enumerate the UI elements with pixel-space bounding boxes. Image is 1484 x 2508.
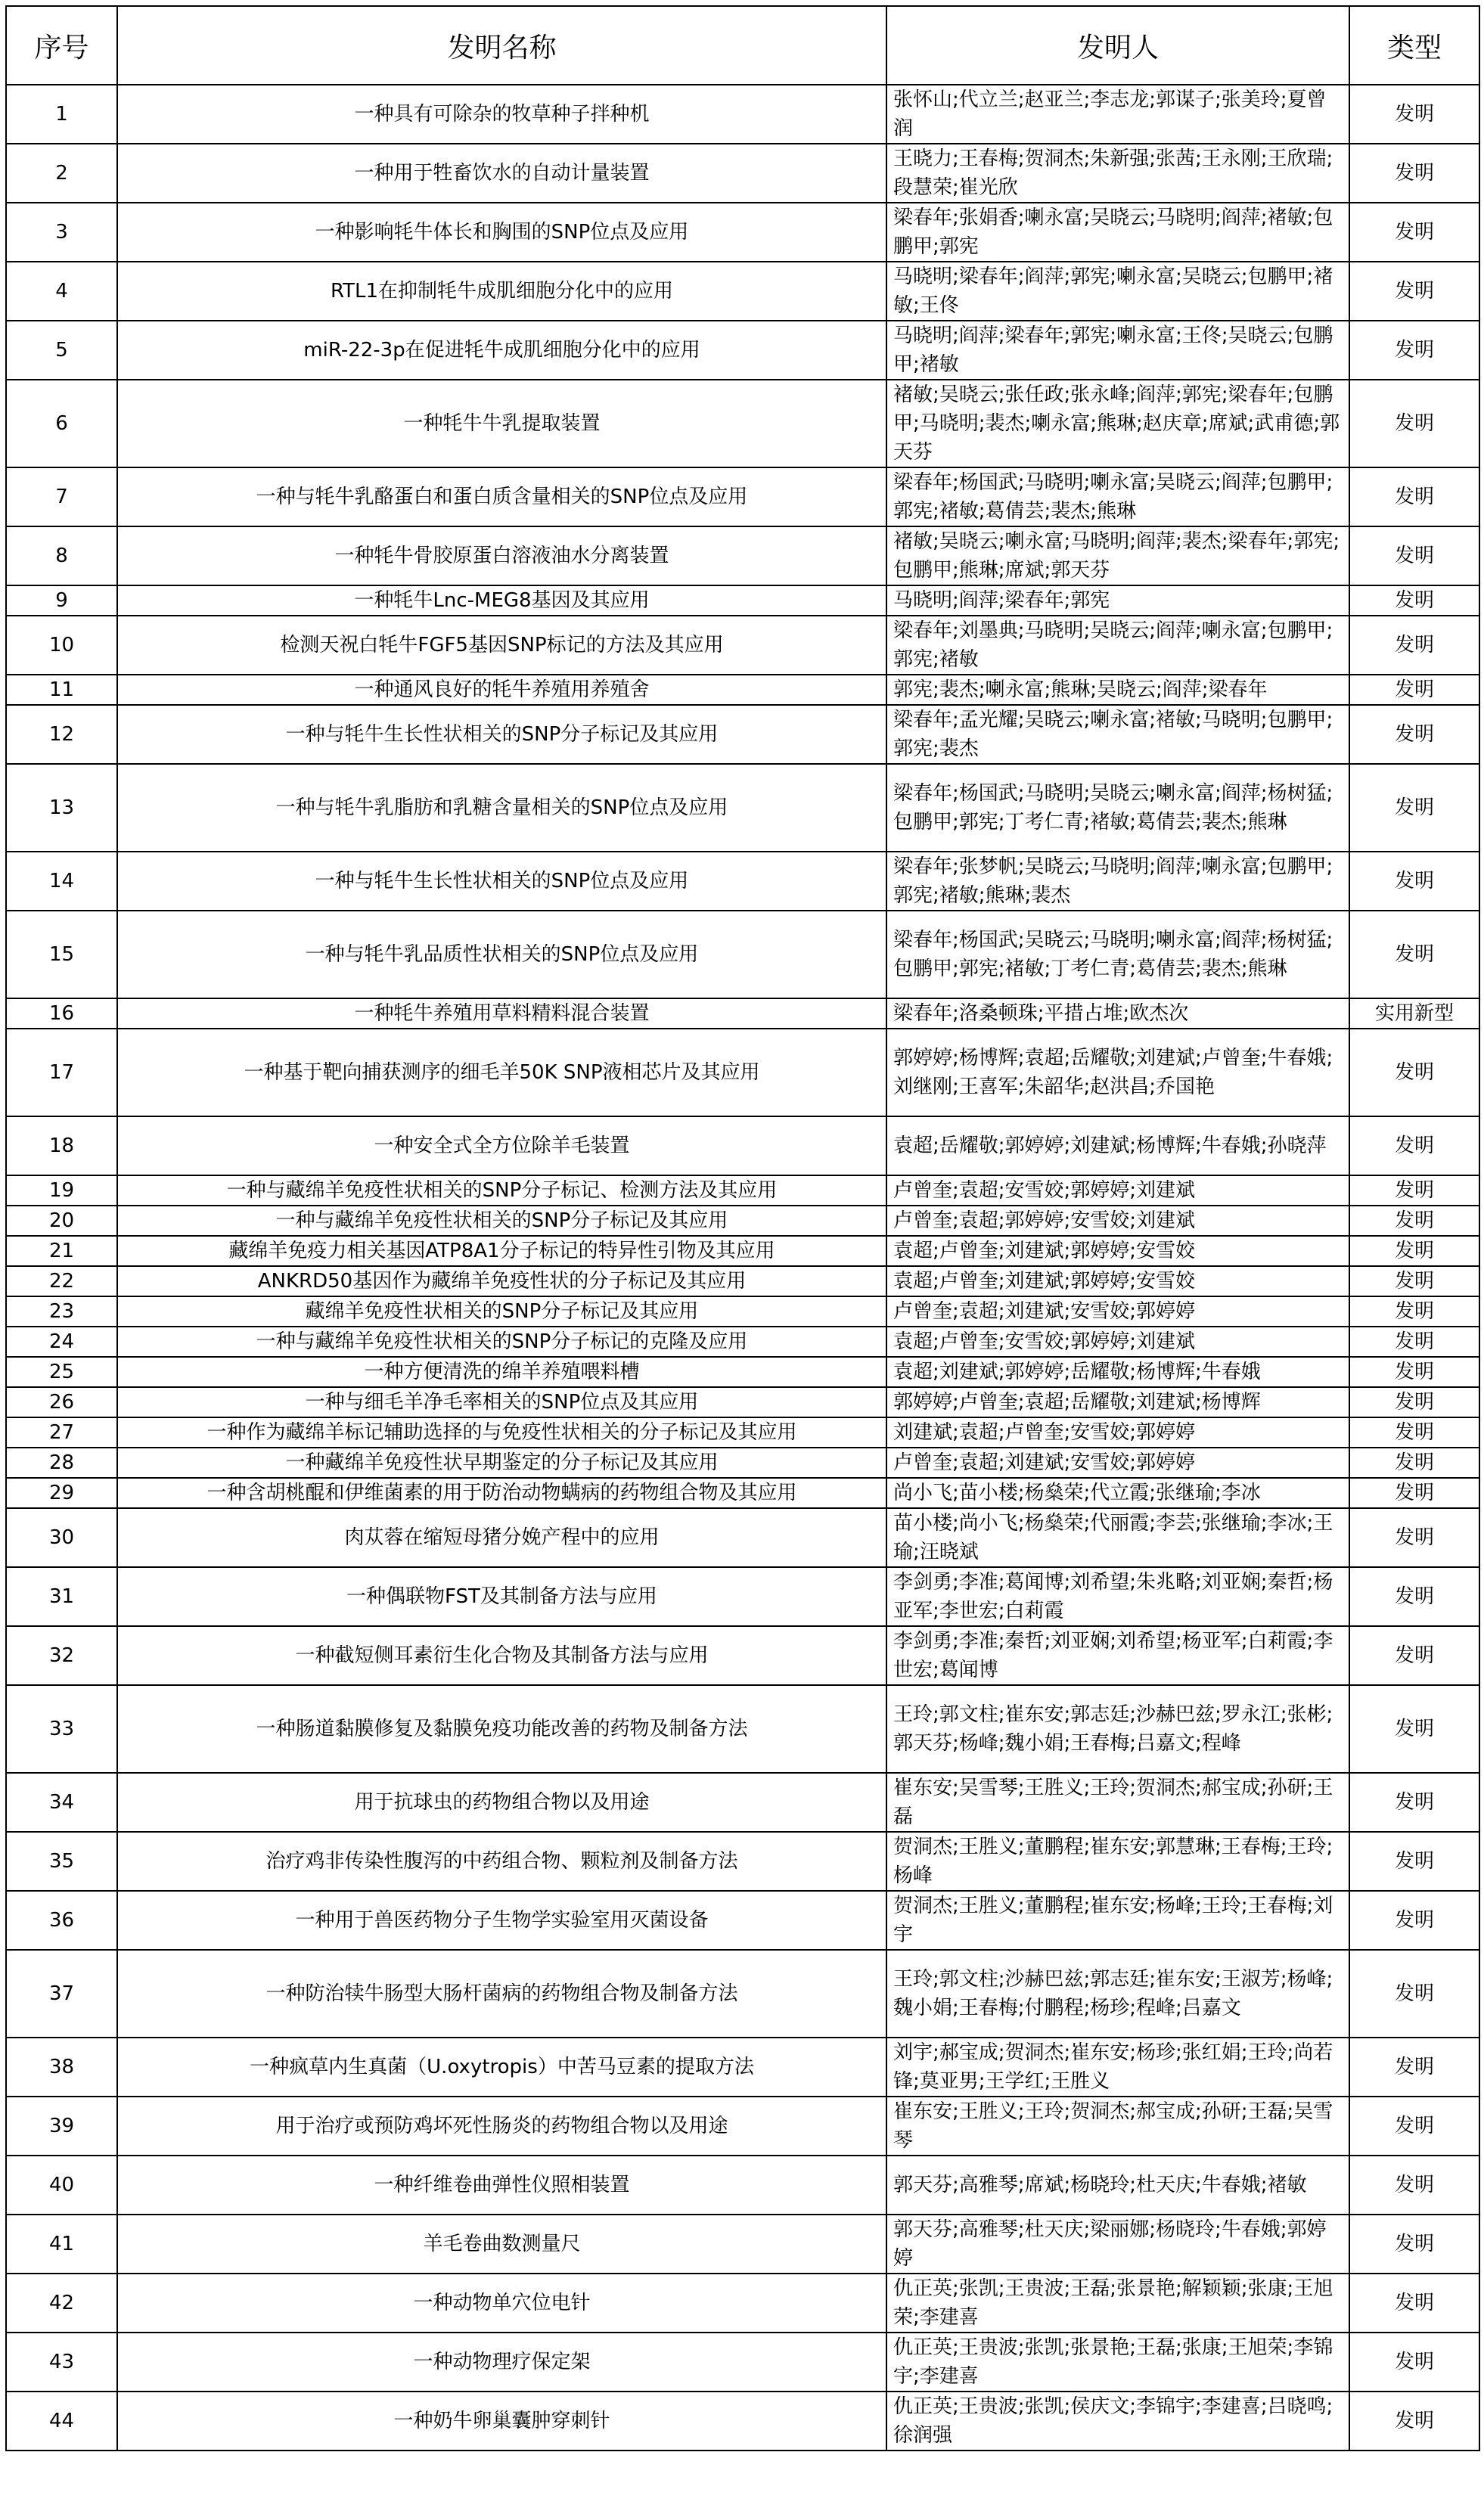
table-row <box>6 2392 1479 2451</box>
patent-type: 发明 <box>1349 1116 1479 1175</box>
patent-type: 发明 <box>1349 2215 1479 2274</box>
patent-type: 发明 <box>1349 1478 1479 1508</box>
patent-type: 发明 <box>1349 467 1479 526</box>
row-number: 27 <box>6 1417 117 1448</box>
inventors: 李剑勇;李准;葛闻博;刘希望;朱兆略;刘亚娴;秦哲;杨亚军;李世宏;白莉霞 <box>886 1567 1349 1626</box>
table-row <box>6 1685 1479 1773</box>
invention-name: miR-22-3p在促进牦牛成肌细胞分化中的应用 <box>117 321 886 380</box>
patent-type: 发明 <box>1349 2097 1479 2156</box>
row-number: 9 <box>6 585 117 616</box>
row-number: 3 <box>6 203 117 262</box>
inventors: 郭婷婷;卢曾奎;袁超;岳耀敬;刘建斌;杨博辉 <box>886 1387 1349 1417</box>
table-row <box>6 203 1479 262</box>
row-number: 18 <box>6 1116 117 1175</box>
patent-type: 发明 <box>1349 1773 1479 1832</box>
invention-name: 一种基于靶向捕获测序的细毛羊50K SNP液相芯片及其应用 <box>117 1029 886 1116</box>
invention-name: 藏绵羊免疫性状相关的SNP分子标记及其应用 <box>117 1296 886 1327</box>
invention-name: 一种藏绵羊免疫性状早期鉴定的分子标记及其应用 <box>117 1448 886 1478</box>
invention-name: 一种作为藏绵羊标记辅助选择的与免疫性状相关的分子标记及其应用 <box>117 1417 886 1448</box>
inventors: 梁春年;张梦帆;吴晓云;马晓明;阎萍;喇永富;包鹏甲;郭宪;褚敏;熊琳;裴杰 <box>886 852 1349 911</box>
table-row <box>6 321 1479 380</box>
inventors: 马晓明;梁春年;阎萍;郭宪;喇永富;吴晓云;包鹏甲;褚敏;王佟 <box>886 262 1349 321</box>
patent-type: 发明 <box>1349 616 1479 675</box>
inventors: 仇正英;王贵波;张凯;侯庆文;李锦宇;李建喜;吕晓鸣;徐润强 <box>886 2392 1349 2451</box>
table-row <box>6 2274 1479 2333</box>
table-row <box>6 526 1479 585</box>
row-number: 1 <box>6 85 117 144</box>
table-row <box>6 1773 1479 1832</box>
patent-type: 发明 <box>1349 1626 1479 1685</box>
table-row <box>6 1448 1479 1478</box>
inventors: 苗小楼;尚小飞;杨燊荣;代丽霞;李芸;张继瑜;李冰;王瑜;汪晓斌 <box>886 1508 1349 1567</box>
row-number: 37 <box>6 1950 117 2038</box>
patent-type: 发明 <box>1349 705 1479 764</box>
inventors: 王玲;郭文柱;沙赫巴兹;郭志廷;崔东安;王淑芳;杨峰;魏小娟;王春梅;付鹏程;杨珍;程峰;吕嘉文 <box>886 1950 1349 2038</box>
patent-type: 发明 <box>1349 1891 1479 1950</box>
table-row <box>6 2038 1479 2097</box>
row-number: 29 <box>6 1478 117 1508</box>
inventors: 王玲;郭文柱;崔东安;郭志廷;沙赫巴兹;罗永江;张彬;郭天芬;杨峰;魏小娟;王春梅;吕嘉文;程峰 <box>886 1685 1349 1773</box>
invention-name: 一种牦牛牛乳提取装置 <box>117 380 886 467</box>
invention-name: 一种肠道黏膜修复及黏膜免疫功能改善的药物及制备方法 <box>117 1685 886 1773</box>
invention-name: 一种与牦牛乳酪蛋白和蛋白质含量相关的SNP位点及应用 <box>117 467 886 526</box>
patent-type: 发明 <box>1349 2333 1479 2392</box>
row-number: 22 <box>6 1266 117 1296</box>
inventors: 卢曾奎;袁超;刘建斌;安雪姣;郭婷婷 <box>886 1448 1349 1478</box>
inventors: 李剑勇;李准;秦哲;刘亚娴;刘希望;杨亚军;白莉霞;李世宏;葛闻博 <box>886 1626 1349 1685</box>
row-number: 14 <box>6 852 117 911</box>
table-row <box>6 1832 1479 1891</box>
row-number: 34 <box>6 1773 117 1832</box>
inventors: 卢曾奎;袁超;刘建斌;安雪姣;郭婷婷 <box>886 1296 1349 1327</box>
patent-type: 发明 <box>1349 380 1479 467</box>
inventors: 贺洞杰;王胜义;董鹏程;崔东安;郭慧琳;王春梅;王玲;杨峰 <box>886 1832 1349 1891</box>
patent-type: 发明 <box>1349 764 1479 852</box>
invention-name: 一种用于牲畜饮水的自动计量装置 <box>117 144 886 203</box>
inventors: 梁春年;杨国武;吴晓云;马晓明;喇永富;阎萍;杨树猛;包鹏甲;郭宪;褚敏;丁考仁青;葛倩芸;裴杰;熊琳 <box>886 911 1349 998</box>
table-row <box>6 2156 1479 2215</box>
inventors: 郭天芬;高雅琴;席斌;杨晓玲;杜天庆;牛春娥;褚敏 <box>886 2156 1349 2215</box>
table-row <box>6 1567 1479 1626</box>
patent-type: 发明 <box>1349 2038 1479 2097</box>
invention-name: 一种奶牛卵巢囊肿穿刺针 <box>117 2392 886 2451</box>
patent-table-page <box>5 5 1479 2503</box>
patent-type: 发明 <box>1349 321 1479 380</box>
row-number: 6 <box>6 380 117 467</box>
row-number: 28 <box>6 1448 117 1478</box>
inventors: 卢曾奎;袁超;郭婷婷;安雪姣;刘建斌 <box>886 1206 1349 1236</box>
table-row <box>6 1236 1479 1266</box>
inventors: 梁春年;孟光耀;吴晓云;喇永富;褚敏;马晓明;包鹏甲;郭宪;裴杰 <box>886 705 1349 764</box>
patent-type: 发明 <box>1349 2392 1479 2451</box>
inventors: 郭宪;裴杰;喇永富;熊琳;吴晓云;阎萍;梁春年 <box>886 675 1349 705</box>
table-row <box>6 852 1479 911</box>
table-row <box>6 1175 1479 1206</box>
table-row <box>6 911 1479 998</box>
table-row <box>6 144 1479 203</box>
invention-name: 检测天祝白牦牛FGF5基因SNP标记的方法及其应用 <box>117 616 886 675</box>
table-row <box>6 705 1479 764</box>
row-number: 12 <box>6 705 117 764</box>
patent-type: 发明 <box>1349 1236 1479 1266</box>
patent-type: 发明 <box>1349 203 1479 262</box>
table-row <box>6 616 1479 675</box>
inventors: 崔东安;吴雪琴;王胜义;王玲;贺洞杰;郝宝成;孙研;王磊 <box>886 1773 1349 1832</box>
row-number: 25 <box>6 1357 117 1387</box>
inventors: 马晓明;阎萍;梁春年;郭宪 <box>886 585 1349 616</box>
invention-name: 一种影响牦牛体长和胸围的SNP位点及应用 <box>117 203 886 262</box>
invention-name: 一种含胡桃醌和伊维菌素的用于防治动物螨病的药物组合物及其应用 <box>117 1478 886 1508</box>
row-number: 4 <box>6 262 117 321</box>
patent-type: 发明 <box>1349 1029 1479 1116</box>
patent-type: 发明 <box>1349 144 1479 203</box>
invention-name: 一种用于兽医药物分子生物学实验室用灭菌设备 <box>117 1891 886 1950</box>
row-number: 13 <box>6 764 117 852</box>
table-row <box>6 1626 1479 1685</box>
row-number: 38 <box>6 2038 117 2097</box>
patent-type: 发明 <box>1349 1175 1479 1206</box>
table-row <box>6 998 1479 1029</box>
invention-name: 一种与牦牛生长性状相关的SNP位点及应用 <box>117 852 886 911</box>
table-row <box>6 85 1479 144</box>
table-row <box>6 467 1479 526</box>
invention-name: 一种防治犊牛肠型大肠杆菌病的药物组合物及制备方法 <box>117 1950 886 2038</box>
invention-name: 一种偶联物FST及其制备方法与应用 <box>117 1567 886 1626</box>
row-number: 41 <box>6 2215 117 2274</box>
invention-name: 用于抗球虫的药物组合物以及用途 <box>117 1773 886 1832</box>
header-inventors: 发明人 <box>886 6 1349 85</box>
patent-type: 发明 <box>1349 1950 1479 2038</box>
patent-type: 发明 <box>1349 262 1479 321</box>
header-invention-name: 发明名称 <box>117 6 886 85</box>
invention-name: 一种与藏绵羊免疫性状相关的SNP分子标记、检测方法及其应用 <box>117 1175 886 1206</box>
invention-name: RTL1在抑制牦牛成肌细胞分化中的应用 <box>117 262 886 321</box>
inventors: 袁超;卢曾奎;刘建斌;郭婷婷;安雪姣 <box>886 1266 1349 1296</box>
row-number: 20 <box>6 1206 117 1236</box>
row-number: 11 <box>6 675 117 705</box>
invention-name: 一种方便清洗的绵羊养殖喂料槽 <box>117 1357 886 1387</box>
inventors: 马晓明;阎萍;梁春年;郭宪;喇永富;王佟;吴晓云;包鹏甲;褚敏 <box>886 321 1349 380</box>
table-row <box>6 1327 1479 1357</box>
row-number: 31 <box>6 1567 117 1626</box>
invention-name: ANKRD50基因作为藏绵羊免疫性状的分子标记及其应用 <box>117 1266 886 1296</box>
patent-type: 发明 <box>1349 1508 1479 1567</box>
row-number: 35 <box>6 1832 117 1891</box>
row-number: 7 <box>6 467 117 526</box>
row-number: 5 <box>6 321 117 380</box>
invention-name: 一种与藏绵羊免疫性状相关的SNP分子标记的克隆及应用 <box>117 1327 886 1357</box>
invention-name: 一种纤维卷曲弹性仪照相装置 <box>117 2156 886 2215</box>
row-number: 32 <box>6 1626 117 1685</box>
inventors: 刘宇;郝宝成;贺洞杰;崔东安;杨珍;张红娟;王玲;尚若锋;莫亚男;王学红;王胜义 <box>886 2038 1349 2097</box>
invention-name: 一种与细毛羊净毛率相关的SNP位点及其应用 <box>117 1387 886 1417</box>
inventors: 仇正英;张凯;王贵波;王磊;张景艳;解颖颖;张康;王旭荣;李建喜 <box>886 2274 1349 2333</box>
patent-type: 发明 <box>1349 585 1479 616</box>
row-number: 10 <box>6 616 117 675</box>
table-row <box>6 1508 1479 1567</box>
invention-name: 一种与牦牛乳脂肪和乳糖含量相关的SNP位点及应用 <box>117 764 886 852</box>
table-row <box>6 1891 1479 1950</box>
inventors: 梁春年;杨国武;马晓明;喇永富;吴晓云;阎萍;包鹏甲;郭宪;褚敏;葛倩芸;裴杰;熊琳 <box>886 467 1349 526</box>
row-number: 43 <box>6 2333 117 2392</box>
invention-name: 一种具有可除杂的牧草种子拌种机 <box>117 85 886 144</box>
table-row <box>6 380 1479 467</box>
invention-name: 一种牦牛Lnc-MEG8基因及其应用 <box>117 585 886 616</box>
row-number: 39 <box>6 2097 117 2156</box>
invention-name: 藏绵羊免疫力相关基因ATP8A1分子标记的特异性引物及其应用 <box>117 1236 886 1266</box>
inventors: 梁春年;杨国武;马晓明;吴晓云;喇永富;阎萍;杨树猛;包鹏甲;郭宪;丁考仁青;褚敏;葛倩芸;裴杰;熊琳 <box>886 764 1349 852</box>
row-number: 40 <box>6 2156 117 2215</box>
row-number: 17 <box>6 1029 117 1116</box>
invention-name: 一种动物单穴位电针 <box>117 2274 886 2333</box>
patent-type: 发明 <box>1349 526 1479 585</box>
patent-type: 发明 <box>1349 1266 1479 1296</box>
inventors: 梁春年;刘墨典;马晓明;吴晓云;阎萍;喇永富;包鹏甲;郭宪;褚敏 <box>886 616 1349 675</box>
patent-type: 实用新型 <box>1349 998 1479 1029</box>
inventors: 贺洞杰;王胜义;董鹏程;崔东安;杨峰;王玲;王春梅;刘宇 <box>886 1891 1349 1950</box>
patent-type: 发明 <box>1349 1685 1479 1773</box>
invention-name: 一种与牦牛乳品质性状相关的SNP位点及应用 <box>117 911 886 998</box>
inventors: 尚小飞;苗小楼;杨燊荣;代立霞;张继瑜;李冰 <box>886 1478 1349 1508</box>
patent-type: 发明 <box>1349 1327 1479 1357</box>
inventors: 褚敏;吴晓云;张任政;张永峰;阎萍;郭宪;梁春年;包鹏甲;马晓明;裴杰;喇永富;熊琳;赵庆章;席斌;武甫德;郭天芬 <box>886 380 1349 467</box>
invention-name: 一种与藏绵羊免疫性状相关的SNP分子标记及其应用 <box>117 1206 886 1236</box>
table-row <box>6 1387 1479 1417</box>
table-row <box>6 1478 1479 1508</box>
invention-name: 一种通风良好的牦牛养殖用养殖舍 <box>117 675 886 705</box>
inventors: 王晓力;王春梅;贺洞杰;朱新强;张茜;王永刚;王欣瑞;段慧荣;崔光欣 <box>886 144 1349 203</box>
inventors: 袁超;岳耀敬;郭婷婷;刘建斌;杨博辉;牛春娥;孙晓萍 <box>886 1116 1349 1175</box>
inventors: 梁春年;张娟香;喇永富;吴晓云;马晓明;阎萍;褚敏;包鹏甲;郭宪 <box>886 203 1349 262</box>
table-row <box>6 1950 1479 2038</box>
row-number: 33 <box>6 1685 117 1773</box>
patent-type: 发明 <box>1349 85 1479 144</box>
patent-type: 发明 <box>1349 1448 1479 1478</box>
table-row <box>6 1417 1479 1448</box>
patent-type: 发明 <box>1349 675 1479 705</box>
invention-name: 治疗鸡非传染性腹泻的中药组合物、颗粒剂及制备方法 <box>117 1832 886 1891</box>
table-row <box>6 585 1479 616</box>
inventors: 袁超;刘建斌;郭婷婷;岳耀敬;杨博辉;牛春娥 <box>886 1357 1349 1387</box>
invention-name: 一种动物理疗保定架 <box>117 2333 886 2392</box>
inventors: 梁春年;洛桑顿珠;平措占堆;欧杰次 <box>886 998 1349 1029</box>
table-row <box>6 262 1479 321</box>
invention-name: 一种安全式全方位除羊毛装置 <box>117 1116 886 1175</box>
invention-name: 一种截短侧耳素衍生化合物及其制备方法与应用 <box>117 1626 886 1685</box>
patent-type: 发明 <box>1349 2156 1479 2215</box>
table-body <box>6 85 1479 2451</box>
row-number: 19 <box>6 1175 117 1206</box>
row-number: 26 <box>6 1387 117 1417</box>
inventors: 张怀山;代立兰;赵亚兰;李志龙;郭谋子;张美玲;夏曾润 <box>886 85 1349 144</box>
inventors: 郭天芬;高雅琴;杜天庆;梁丽娜;杨晓玲;牛春娥;郭婷婷 <box>886 2215 1349 2274</box>
row-number: 36 <box>6 1891 117 1950</box>
invention-name: 羊毛卷曲数测量尺 <box>117 2215 886 2274</box>
row-number: 42 <box>6 2274 117 2333</box>
inventors: 崔东安;王胜义;王玲;贺洞杰;郝宝成;孙研;王磊;吴雪琴 <box>886 2097 1349 2156</box>
table-row <box>6 1357 1479 1387</box>
inventors: 郭婷婷;杨博辉;袁超;岳耀敬;刘建斌;卢曾奎;牛春娥;刘继刚;王喜军;朱韶华;赵洪昌;乔国艳 <box>886 1029 1349 1116</box>
header-seq: 序号 <box>6 6 117 85</box>
inventors: 袁超;卢曾奎;安雪姣;郭婷婷;刘建斌 <box>886 1327 1349 1357</box>
table-row <box>6 1206 1479 1236</box>
inventors: 褚敏;吴晓云;喇永富;马晓明;阎萍;裴杰;梁春年;郭宪;包鹏甲;熊琳;席斌;郭天芬 <box>886 526 1349 585</box>
row-number: 8 <box>6 526 117 585</box>
invention-name: 一种牦牛养殖用草料精料混合装置 <box>117 998 886 1029</box>
row-number: 24 <box>6 1327 117 1357</box>
table-row <box>6 2097 1479 2156</box>
table-row <box>6 675 1479 705</box>
table-row <box>6 1296 1479 1327</box>
inventors: 刘建斌;袁超;卢曾奎;安雪姣;郭婷婷 <box>886 1417 1349 1448</box>
patent-type: 发明 <box>1349 2274 1479 2333</box>
patent-type: 发明 <box>1349 1832 1479 1891</box>
row-number: 44 <box>6 2392 117 2451</box>
invention-name: 一种疯草内生真菌（U.oxytropis）中苦马豆素的提取方法 <box>117 2038 886 2097</box>
table-row <box>6 1029 1479 1116</box>
row-number: 2 <box>6 144 117 203</box>
patent-type: 发明 <box>1349 1417 1479 1448</box>
patent-type: 发明 <box>1349 1296 1479 1327</box>
patent-type: 发明 <box>1349 1567 1479 1626</box>
row-number: 15 <box>6 911 117 998</box>
invention-name: 一种与牦牛生长性状相关的SNP分子标记及其应用 <box>117 705 886 764</box>
patent-type: 发明 <box>1349 1206 1479 1236</box>
patent-table <box>5 5 1480 2451</box>
patent-type: 发明 <box>1349 852 1479 911</box>
invention-name: 肉苁蓉在缩短母猪分娩产程中的应用 <box>117 1508 886 1567</box>
invention-name: 一种牦牛骨胶原蛋白溶液油水分离装置 <box>117 526 886 585</box>
invention-name: 用于治疗或预防鸡坏死性肠炎的药物组合物以及用途 <box>117 2097 886 2156</box>
row-number: 16 <box>6 998 117 1029</box>
table-row <box>6 764 1479 852</box>
patent-type: 发明 <box>1349 1357 1479 1387</box>
patent-type: 发明 <box>1349 1387 1479 1417</box>
row-number: 21 <box>6 1236 117 1266</box>
header-type: 类型 <box>1349 6 1479 85</box>
table-row <box>6 2333 1479 2392</box>
header-row <box>6 6 1479 85</box>
inventors: 仇正英;王贵波;张凯;张景艳;王磊;张康;王旭荣;李锦宇;李建喜 <box>886 2333 1349 2392</box>
table-row <box>6 1116 1479 1175</box>
patent-type: 发明 <box>1349 911 1479 998</box>
row-number: 23 <box>6 1296 117 1327</box>
inventors: 袁超;卢曾奎;刘建斌;郭婷婷;安雪姣 <box>886 1236 1349 1266</box>
inventors: 卢曾奎;袁超;安雪姣;郭婷婷;刘建斌 <box>886 1175 1349 1206</box>
table-row <box>6 1266 1479 1296</box>
table-row <box>6 2215 1479 2274</box>
row-number: 30 <box>6 1508 117 1567</box>
